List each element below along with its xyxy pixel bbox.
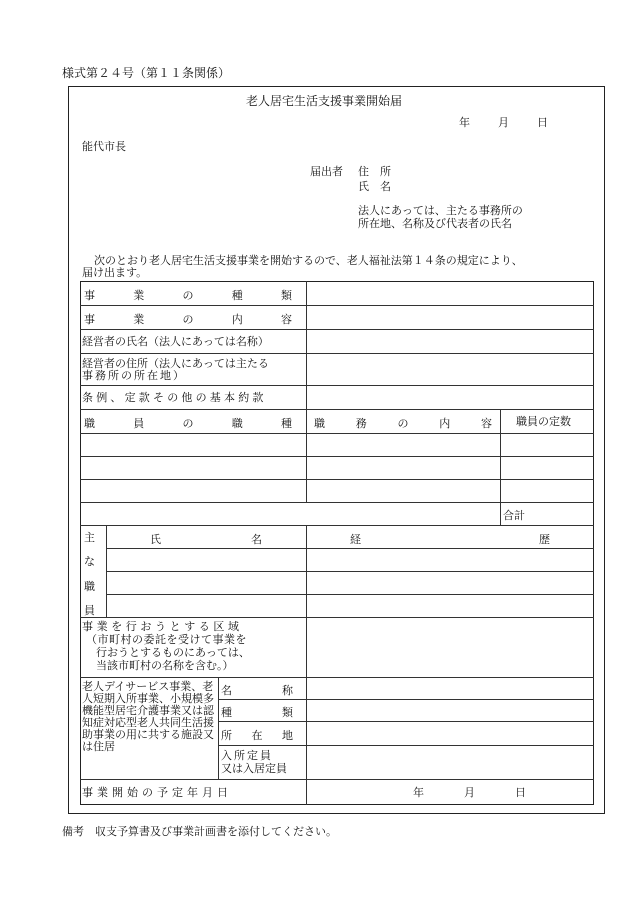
capacity-label-1: 入所定員 (221, 749, 273, 762)
applicant-note-2: 所在地、名称及び代表者の氏名 (358, 217, 512, 230)
facility-name-label: 名 称 (221, 684, 293, 697)
applicant-name-label: 氏 名 (358, 180, 391, 193)
staff-duty-header: 職 務 の 内 容 (314, 417, 492, 430)
business-type-label: 事 業 の 種 類 (84, 289, 292, 302)
applicant-label: 届出者 (310, 165, 343, 178)
start-date-month: 月 (464, 786, 475, 799)
applicant-note-1: 法人にあっては、主たる事務所の (358, 204, 523, 217)
facility-label: 老人デイサービス事業、老人短期入所事業、小規模多機能型居宅介護事業又は認知症対応型老人共同生活援助事業の用に共する施設又は住居 (82, 680, 214, 753)
addressee: 能代市長 (82, 140, 126, 153)
date-month: 月 (498, 116, 509, 129)
capacity-label-2: 又は入居定員 (221, 762, 287, 775)
start-date-year: 年 (413, 786, 424, 799)
facility-type-label: 種 類 (221, 706, 293, 719)
business-content-label: 事 業 の 内 容 (84, 313, 292, 326)
date-year: 年 (459, 116, 470, 129)
operator-address-label-1: 経営者の住所（法人にあっては主たる (82, 357, 269, 370)
applicant-address-label: 住 所 (358, 165, 391, 178)
career-header: 経 歴 (350, 533, 550, 546)
date-day: 日 (537, 116, 548, 129)
statement-line-1: 次のとおり老人居宅生活支援事業を開始するので、老人福祉法第１４条の規定により、 (94, 254, 523, 267)
form-number: 様式第２４号（第１１条関係） (62, 66, 231, 80)
form-title: 老人居宅生活支援事業開始届 (246, 94, 403, 108)
operator-name-label: 経営者の氏名（法人にあっては名称） (82, 335, 269, 348)
facility-location-label: 所 在 地 (221, 729, 293, 742)
name-header: 氏 名 (150, 533, 262, 546)
total-label: 合計 (503, 509, 525, 522)
start-date-day: 日 (515, 786, 526, 799)
start-date-label: 事業開始の予定年月日 (82, 786, 232, 799)
regulations-label: 条例、定款その他の基本約款 (82, 391, 267, 404)
operator-address-label-2: 事務所の所在地） (82, 369, 186, 382)
remark: 備考 収支予算書及び事業計画書を添付してください。 (62, 825, 337, 838)
staff-quota-header: 職員の定数 (516, 415, 571, 428)
staff-type-header: 職 員 の 職 種 (84, 417, 292, 430)
statement-line-2: 届け出ます。 (82, 266, 148, 279)
